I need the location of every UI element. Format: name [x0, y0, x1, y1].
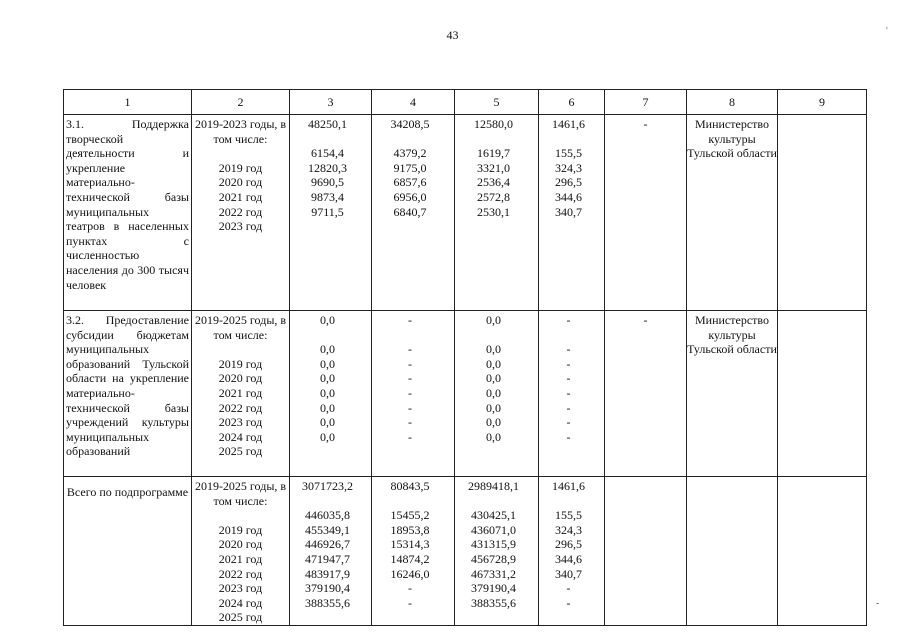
margin-mark: ' [886, 26, 888, 37]
amount-value: 12820,3 [308, 160, 347, 175]
year-label: 2022 год [218, 400, 263, 415]
table-row [64, 311, 867, 477]
amount-value: 456728,9 [471, 551, 516, 566]
amount-value: 9711,5 [311, 204, 344, 219]
amount-value: - [408, 356, 412, 371]
amount-total: 3071723,2 [302, 479, 353, 493]
header-cell: 7 [605, 90, 687, 115]
amount-total: 12580,0 [474, 117, 513, 131]
amount-value: 379190,4 [305, 581, 350, 596]
amount-value: - [408, 400, 412, 415]
amount-value: 388355,6 [305, 595, 350, 610]
header-cell: 5 [455, 90, 539, 115]
amount-value: - [566, 356, 571, 371]
amount-value: 430425,1 [471, 508, 516, 523]
amount-value: 0,0 [486, 356, 501, 371]
year-label: 2021 год [218, 551, 263, 566]
amount-cell-col6 [539, 311, 605, 477]
measure-name-cell: Всего по подпрограмме [64, 477, 192, 626]
amount-value: 324,3 [555, 522, 582, 537]
year-label: 2024 год [218, 595, 263, 610]
amount-value: 2530,1 [477, 204, 510, 219]
spacer [290, 494, 371, 509]
executor-cell [687, 477, 778, 626]
amount-cell-col3 [290, 477, 372, 626]
measure-name-cell: 3.2. Предоставление субсидии бюджетам муниципальных образований Тульской области на укрепление материально-технической базы учреждений культуры муниципальных образований [64, 311, 192, 477]
amount-value: - [566, 371, 571, 386]
spacer [192, 342, 289, 357]
spacer [192, 146, 289, 161]
amount-cell-col4 [372, 115, 455, 311]
amount-total: 0,0 [486, 313, 501, 327]
amount-value: 6840,7 [393, 204, 427, 219]
amount-value: - [408, 385, 412, 400]
spacer [290, 328, 371, 343]
amount-value: 0,0 [486, 400, 501, 415]
amount-value: - [566, 595, 571, 610]
year-label: 2023 год [218, 219, 263, 234]
spacer [372, 132, 454, 147]
amount-value: 388355,6 [471, 595, 516, 610]
amount-value: 340,7 [555, 204, 582, 219]
header-row [64, 90, 867, 115]
amount-value: 471947,7 [305, 551, 350, 566]
year-label: 2023 год [218, 415, 263, 430]
amount-value: - [566, 415, 571, 430]
amount-value: - [408, 581, 412, 596]
amount-cell-col4 [372, 477, 455, 626]
amount-value: 0,0 [486, 415, 501, 430]
amount-value: 9690,5 [311, 175, 344, 190]
header-cell: 8 [687, 90, 778, 115]
amount-value: 436071,0 [471, 522, 516, 537]
amount-total: 1461,6 [552, 117, 585, 131]
col9-cell [778, 477, 867, 626]
year-label: 2025 год [218, 610, 263, 625]
amount-value: 2572,8 [477, 189, 510, 204]
amount-value: 296,5 [555, 175, 582, 190]
amount-value: - [408, 415, 412, 430]
col9-cell [778, 311, 867, 477]
amount-value: 0,0 [320, 356, 335, 371]
budget-table [63, 89, 867, 626]
amount-value: 483917,9 [305, 566, 350, 581]
year-label: 2023 год [218, 581, 263, 596]
amount-value: 455349,1 [305, 522, 350, 537]
year-label: 2024 год [218, 429, 263, 444]
header-cell: 6 [539, 90, 605, 115]
col7-cell: - [605, 311, 687, 477]
amount-value: 0,0 [486, 371, 501, 386]
amount-total: - [408, 313, 412, 327]
period-label: 2019-2023 годы, в том числе: [194, 117, 287, 146]
amount-value: 0,0 [486, 342, 501, 357]
amount-value: - [566, 581, 571, 596]
amount-value: 324,3 [555, 160, 582, 175]
amount-value: 431315,9 [471, 537, 516, 552]
amount-cell-col3 [290, 311, 372, 477]
amount-value: 0,0 [320, 371, 335, 386]
amount-value: 9873,4 [311, 189, 344, 204]
amount-value: 446035,8 [305, 508, 350, 523]
year-label: 2020 год [218, 175, 263, 190]
amount-value: 0,0 [320, 400, 335, 415]
col9-cell [778, 115, 867, 311]
year-label: 2025 год [218, 444, 263, 459]
amount-value: 15314,3 [390, 537, 430, 552]
table-row [64, 115, 867, 311]
period-label: 2019-2025 годы, в том числе: [194, 313, 287, 342]
year-label: 2021 год [218, 385, 263, 400]
amount-value: - [408, 595, 412, 610]
amount-value: - [566, 429, 571, 444]
amount-value: - [408, 429, 412, 444]
amount-value: 3321,0 [477, 160, 510, 175]
amount-total: 48250,1 [308, 117, 347, 131]
amount-value: 340,7 [555, 566, 582, 581]
amount-value: - [408, 371, 412, 386]
amount-value: 0,0 [320, 429, 335, 444]
amount-total: 0,0 [320, 313, 335, 327]
table-row [64, 477, 867, 626]
header-cell: 9 [778, 90, 867, 115]
amount-value: 16246,0 [390, 566, 430, 581]
amount-value: 9175,0 [393, 160, 427, 175]
executor-cell: Министерство культуры Тульской области [687, 311, 778, 477]
year-label: 2022 год [218, 204, 263, 219]
period-label: 2019-2025 годы, в том числе: [194, 479, 287, 508]
amount-total: 2989418,1 [468, 479, 519, 493]
amount-value: 446926,7 [305, 537, 350, 552]
col7-cell: - [605, 115, 687, 311]
year-label: 2019 год [218, 522, 263, 537]
year-label: 2022 год [218, 566, 263, 581]
amount-total: 1461,6 [552, 479, 585, 493]
amount-value: 2536,4 [477, 175, 510, 190]
year-label: 2020 год [218, 537, 263, 552]
amount-value: - [566, 400, 571, 415]
spacer [192, 508, 289, 523]
amount-cell-col4 [372, 311, 455, 477]
spacer [372, 494, 454, 509]
spacer [455, 328, 538, 343]
amount-value: 18953,8 [390, 522, 430, 537]
amount-total: 80843,5 [390, 479, 430, 493]
amount-value: 1619,7 [477, 146, 510, 161]
header-cell: 1 [64, 90, 192, 115]
amount-value: 344,6 [555, 551, 582, 566]
amount-value: - [566, 385, 571, 400]
amount-value: 296,5 [555, 537, 582, 552]
amount-value: 467331,2 [471, 566, 516, 581]
spacer [455, 132, 538, 147]
amount-value: 14874,2 [390, 551, 430, 566]
amount-value: 15455,2 [390, 508, 430, 523]
executor-cell: Министерство культуры Тульской области [687, 115, 778, 311]
amount-value: 0,0 [320, 385, 335, 400]
header-cell: 3 [290, 90, 372, 115]
amount-value: - [408, 342, 412, 357]
year-label: 2020 год [218, 371, 263, 386]
period-cell [192, 115, 290, 311]
measure-name-cell: 3.1. Поддержка творческой деятельности и укрепление материально-технической базы муниципальных театров в населенных пунктах с численностью населения до 300 тысяч человек [64, 115, 192, 311]
amount-total: 34208,5 [390, 117, 430, 131]
amount-cell-col5 [455, 311, 539, 477]
amount-cell-col5 [455, 115, 539, 311]
period-cell [192, 311, 290, 477]
year-label: 2019 год [218, 160, 263, 175]
page-number: 43 [446, 28, 459, 42]
amount-cell-col6 [539, 115, 605, 311]
amount-value: 0,0 [320, 342, 335, 357]
spacer [290, 132, 371, 147]
amount-value: - [566, 342, 571, 357]
year-label: 2019 год [218, 356, 263, 371]
amount-cell-col6 [539, 477, 605, 626]
amount-value: 0,0 [486, 385, 501, 400]
header-cell: 2 [192, 90, 290, 115]
amount-value: 379190,4 [471, 581, 516, 596]
spacer [539, 328, 604, 343]
spacer [539, 494, 604, 509]
header-cell: 4 [372, 90, 455, 115]
year-label: 2021 год [218, 189, 263, 204]
amount-value: 6956,0 [393, 189, 427, 204]
spacer [372, 328, 454, 343]
amount-value: 0,0 [486, 429, 501, 444]
amount-value: 6857,6 [393, 175, 427, 190]
amount-cell-col5 [455, 477, 539, 626]
col7-cell [605, 477, 687, 626]
amount-cell-col3 [290, 115, 372, 311]
amount-value: 344,6 [555, 189, 582, 204]
amount-value: 155,5 [555, 146, 582, 161]
spacer [539, 132, 604, 147]
margin-mark: - [876, 598, 880, 609]
spacer [455, 494, 538, 509]
amount-value: 4379,2 [393, 146, 427, 161]
amount-value: 0,0 [320, 415, 335, 430]
amount-value: 6154,4 [311, 146, 344, 161]
amount-total: - [566, 313, 571, 327]
period-cell [192, 477, 290, 626]
amount-value: 155,5 [555, 508, 582, 523]
